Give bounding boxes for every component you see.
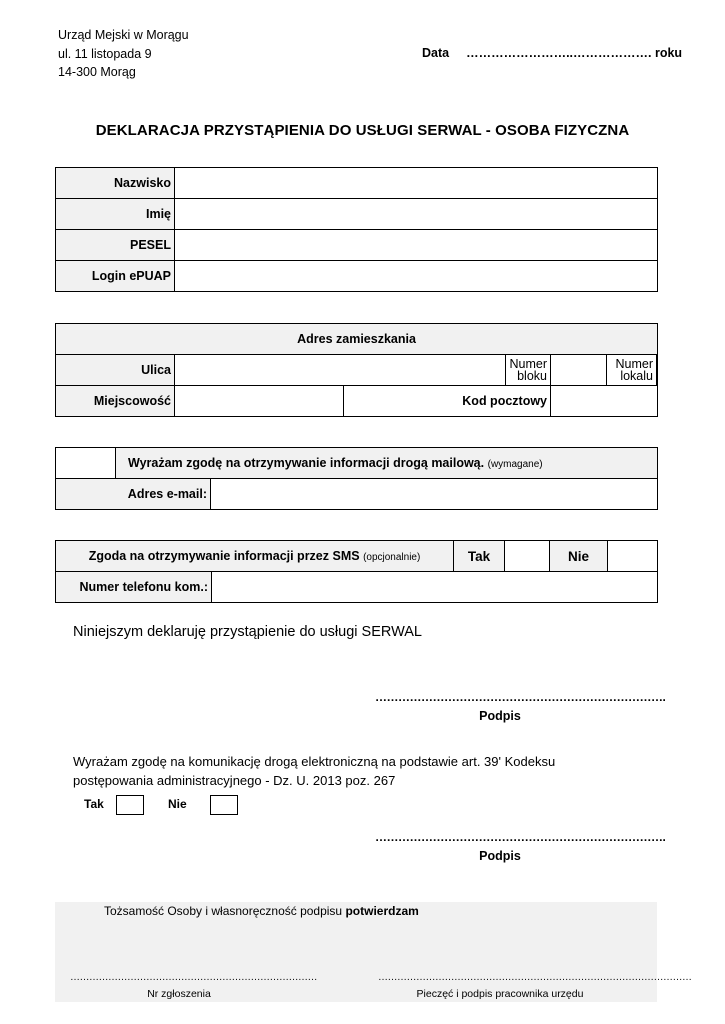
phone-label: Numer telefonu kom.: xyxy=(56,572,212,603)
stamp-signature-line[interactable]: ……………………………………………………………………………………… xyxy=(378,972,692,983)
date-field[interactable] xyxy=(422,46,682,60)
table-row xyxy=(56,541,658,572)
signature-label-1: Podpis xyxy=(479,709,521,723)
personal-data-table xyxy=(55,167,658,292)
email-consent-checkbox[interactable] xyxy=(56,448,116,479)
first-name-field[interactable] xyxy=(175,199,658,230)
identity-confirmation-text: Tożsamość Osoby i własnoręczność podpisu xyxy=(104,904,343,918)
signature-line-1[interactable]: …………………………………………………………………. xyxy=(375,690,666,704)
office-city: 14-300 Morąg xyxy=(58,65,136,79)
login-field[interactable] xyxy=(175,261,658,292)
sms-yes-checkbox[interactable] xyxy=(505,541,550,572)
email-consent-text: Wyrażam zgodę na otrzymywanie informacji drogą mailową. xyxy=(128,456,485,470)
block-number-label xyxy=(506,355,551,386)
flat-number-field[interactable] xyxy=(657,355,658,386)
pesel-label: PESEL xyxy=(56,230,175,261)
signature-label-2: Podpis xyxy=(479,849,521,863)
email-table xyxy=(55,447,658,510)
sms-no-checkbox[interactable] xyxy=(608,541,658,572)
identity-confirmation xyxy=(104,904,419,918)
flat-number-label-line1: Numer xyxy=(615,357,653,371)
office-name: Urząd Mejski w Morągu xyxy=(58,28,189,42)
electronic-consent-line1: Wyrażam zgodę na komunikację drogą elektroniczną na podstawie art. 39' Kodeksu xyxy=(73,754,556,769)
city-field[interactable] xyxy=(175,386,344,417)
address-table xyxy=(55,323,658,417)
electronic-no-checkbox[interactable] xyxy=(210,795,238,815)
surname-label: Nazwisko xyxy=(56,168,175,199)
login-label: Login ePUAP xyxy=(56,261,175,292)
office-address xyxy=(58,26,189,82)
sms-yes-label: Tak xyxy=(454,541,505,572)
table-row xyxy=(56,230,658,261)
email-consent-label xyxy=(116,448,658,479)
table-row xyxy=(56,199,658,230)
city-label: Miejscowość xyxy=(56,386,175,417)
pesel-field[interactable] xyxy=(175,230,658,261)
email-consent-note: (wymagane) xyxy=(487,459,543,470)
table-row xyxy=(56,572,658,603)
table-row xyxy=(56,386,658,417)
address-heading: Adres zamieszkania xyxy=(56,324,658,355)
table-row xyxy=(56,479,658,510)
table-row xyxy=(56,355,658,386)
electronic-no-label: Nie xyxy=(168,797,187,811)
first-name-label: Imię xyxy=(56,199,175,230)
sms-no-label: Nie xyxy=(550,541,608,572)
flat-number-label xyxy=(607,355,657,386)
identity-confirmation-bold: potwierdzam xyxy=(345,904,419,918)
street-field[interactable] xyxy=(175,355,506,386)
block-number-label-line2: bloku xyxy=(517,369,547,383)
declaration-text: Niniejszym deklaruję przystąpienie do usługi SERWAL xyxy=(73,624,422,640)
street-label: Ulica xyxy=(56,355,175,386)
postal-code-field[interactable] xyxy=(551,386,658,417)
block-number-label-line1: Numer xyxy=(509,357,547,371)
registration-number-line[interactable]: …………………………………………………………………… xyxy=(70,972,317,983)
postal-code-label: Kod pocztowy xyxy=(344,386,551,417)
electronic-consent-text xyxy=(73,752,613,790)
email-field[interactable] xyxy=(211,479,658,510)
table-row xyxy=(56,168,658,199)
table-row xyxy=(56,324,658,355)
signature-line-2[interactable]: …………………………………………………………………. xyxy=(375,830,666,844)
table-row xyxy=(56,448,658,479)
sms-table xyxy=(55,540,658,603)
sms-consent-text: Zgoda na otrzymywanie informacji przez SMS xyxy=(88,549,360,563)
date-dots: ……………………..………………. roku xyxy=(466,46,683,60)
page-title: DEKLARACJA PRZYSTĄPIENIA DO USŁUGI SERWAL - OSOBA FIZYCZNA xyxy=(95,122,630,139)
electronic-yes-checkbox[interactable] xyxy=(116,795,144,815)
office-street: ul. 11 listopada 9 xyxy=(58,46,152,61)
block-number-field[interactable] xyxy=(551,355,607,386)
flat-number-label-line2: lokalu xyxy=(620,369,653,383)
stamp-signature-label: Pieczęć i podpis pracownika urzędu xyxy=(416,988,584,1000)
electronic-consent-line2: postępowania administracyjnego - Dz. U. 2013 poz. 267 xyxy=(73,773,396,788)
table-row xyxy=(56,261,658,292)
phone-field[interactable] xyxy=(212,572,658,603)
electronic-yes-label: Tak xyxy=(84,797,104,811)
date-label: Data xyxy=(422,46,450,60)
sms-consent-label xyxy=(56,541,454,572)
registration-number-label: Nr zgłoszenia xyxy=(147,988,211,1000)
email-label: Adres e-mail: xyxy=(56,479,211,510)
sms-consent-note: (opcjonalnie) xyxy=(363,552,421,563)
surname-field[interactable] xyxy=(175,168,658,199)
